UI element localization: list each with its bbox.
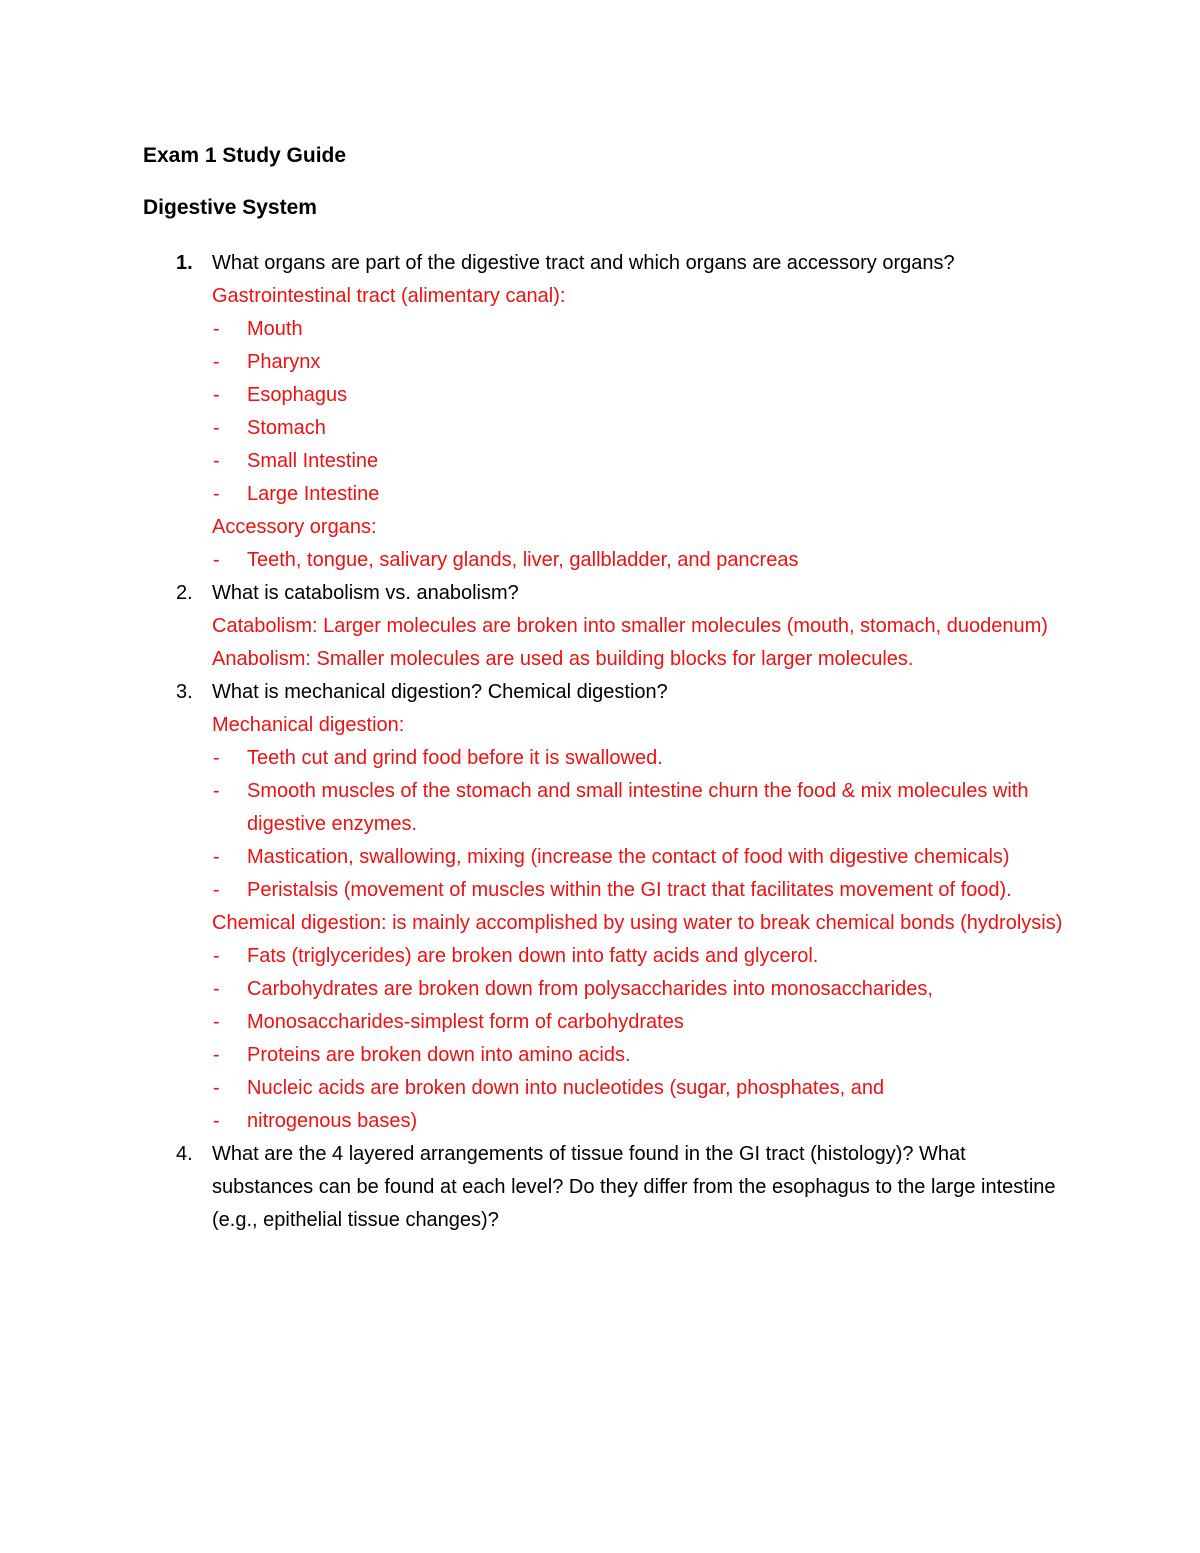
answer-anabolism: Anabolism: Smaller molecules are used as building blocks for larger molecules. bbox=[212, 648, 914, 670]
list-item: - Fats (triglycerides) are broken down into fatty acids and glycerol. bbox=[143, 940, 1063, 973]
question-3 bbox=[143, 676, 1063, 709]
list-item: - Proteins are broken down into amino acids. bbox=[143, 1039, 1063, 1072]
bullet-dash: - bbox=[213, 450, 220, 472]
bullet-dash: - bbox=[213, 747, 220, 769]
bullet-dash: - bbox=[213, 945, 220, 967]
bullet-dash: - bbox=[213, 417, 220, 439]
list-item: - Stomach bbox=[143, 412, 1063, 445]
list-item: - Mastication, swallowing, mixing (increase the contact of food with digestive chemicals) bbox=[143, 841, 1063, 874]
question-text: What is catabolism vs. anabolism? bbox=[212, 582, 519, 604]
list-item: - Esophagus bbox=[143, 379, 1063, 412]
bullet-dash: - bbox=[213, 549, 220, 571]
bullet-dash: - bbox=[213, 318, 220, 340]
list-item: - Monosaccharides-simplest form of carbohydrates bbox=[143, 1006, 1063, 1039]
question-text: What organs are part of the digestive tract and which organs are accessory organs? bbox=[212, 252, 955, 274]
bullet-dash: - bbox=[213, 846, 220, 868]
list-item: - Large Intestine bbox=[143, 478, 1063, 511]
question-number: 4. bbox=[176, 1143, 193, 1165]
bullet-dash: - bbox=[213, 780, 220, 802]
bullet-dash: - bbox=[213, 384, 220, 406]
answer-label-chemical: Chemical digestion: is mainly accomplished by using water to break chemical bonds (hydrolysis) bbox=[212, 912, 1063, 934]
bullet-dash: - bbox=[213, 879, 220, 901]
section-heading: Digestive System bbox=[143, 196, 317, 219]
list-item: - Pharynx bbox=[143, 346, 1063, 379]
question-text: What are the 4 layered arrangements of tissue found in the GI tract (histology)? What substances can be found at each level? Do they differ from the esophagus to the large intestine (e.g., epithelial tissue changes)? bbox=[212, 1143, 1056, 1231]
bullet-dash: - bbox=[213, 483, 220, 505]
list-item: - Teeth cut and grind food before it is swallowed. bbox=[143, 742, 1063, 775]
answer-catabolism: Catabolism: Larger molecules are broken into smaller molecules (mouth, stomach, duodenum) bbox=[212, 615, 1048, 637]
question-4 bbox=[143, 1138, 1063, 1237]
document-title: Exam 1 Study Guide bbox=[143, 144, 347, 167]
question-1 bbox=[143, 247, 1063, 280]
answer-label-gi-tract: Gastrointestinal tract (alimentary canal): bbox=[212, 285, 566, 307]
list-item: - Small Intestine bbox=[143, 445, 1063, 478]
answer-label-mechanical: Mechanical digestion: bbox=[212, 714, 405, 736]
question-text: What is mechanical digestion? Chemical digestion? bbox=[212, 681, 668, 703]
list-item: - Teeth, tongue, salivary glands, liver, gallbladder, and pancreas bbox=[143, 544, 1063, 577]
bullet-dash: - bbox=[213, 1044, 220, 1066]
question-number: 2. bbox=[176, 582, 193, 604]
question-number: 3. bbox=[176, 681, 193, 703]
list-item: - Nucleic acids are broken down into nucleotides (sugar, phosphates, and bbox=[143, 1072, 1063, 1105]
list-item: - Smooth muscles of the stomach and small intestine churn the food & mix molecules with digestive enzymes. bbox=[143, 775, 1063, 841]
list-item: - Peristalsis (movement of muscles within the GI tract that facilitates movement of food). bbox=[143, 874, 1063, 907]
bullet-dash: - bbox=[213, 1011, 220, 1033]
list-item: - Carbohydrates are broken down from polysaccharides into monosaccharides, bbox=[143, 973, 1063, 1006]
bullet-dash: - bbox=[213, 351, 220, 373]
answer-label-accessory-organs: Accessory organs: bbox=[212, 516, 377, 538]
bullet-dash: - bbox=[213, 1077, 220, 1099]
bullet-dash: - bbox=[213, 1110, 220, 1132]
list-item: - Mouth bbox=[143, 313, 1063, 346]
list-item: - nitrogenous bases) bbox=[143, 1105, 1063, 1138]
question-2 bbox=[143, 577, 1063, 610]
bullet-dash: - bbox=[213, 978, 220, 1000]
question-number: 1. bbox=[176, 252, 193, 274]
study-guide-content bbox=[143, 247, 1063, 1237]
